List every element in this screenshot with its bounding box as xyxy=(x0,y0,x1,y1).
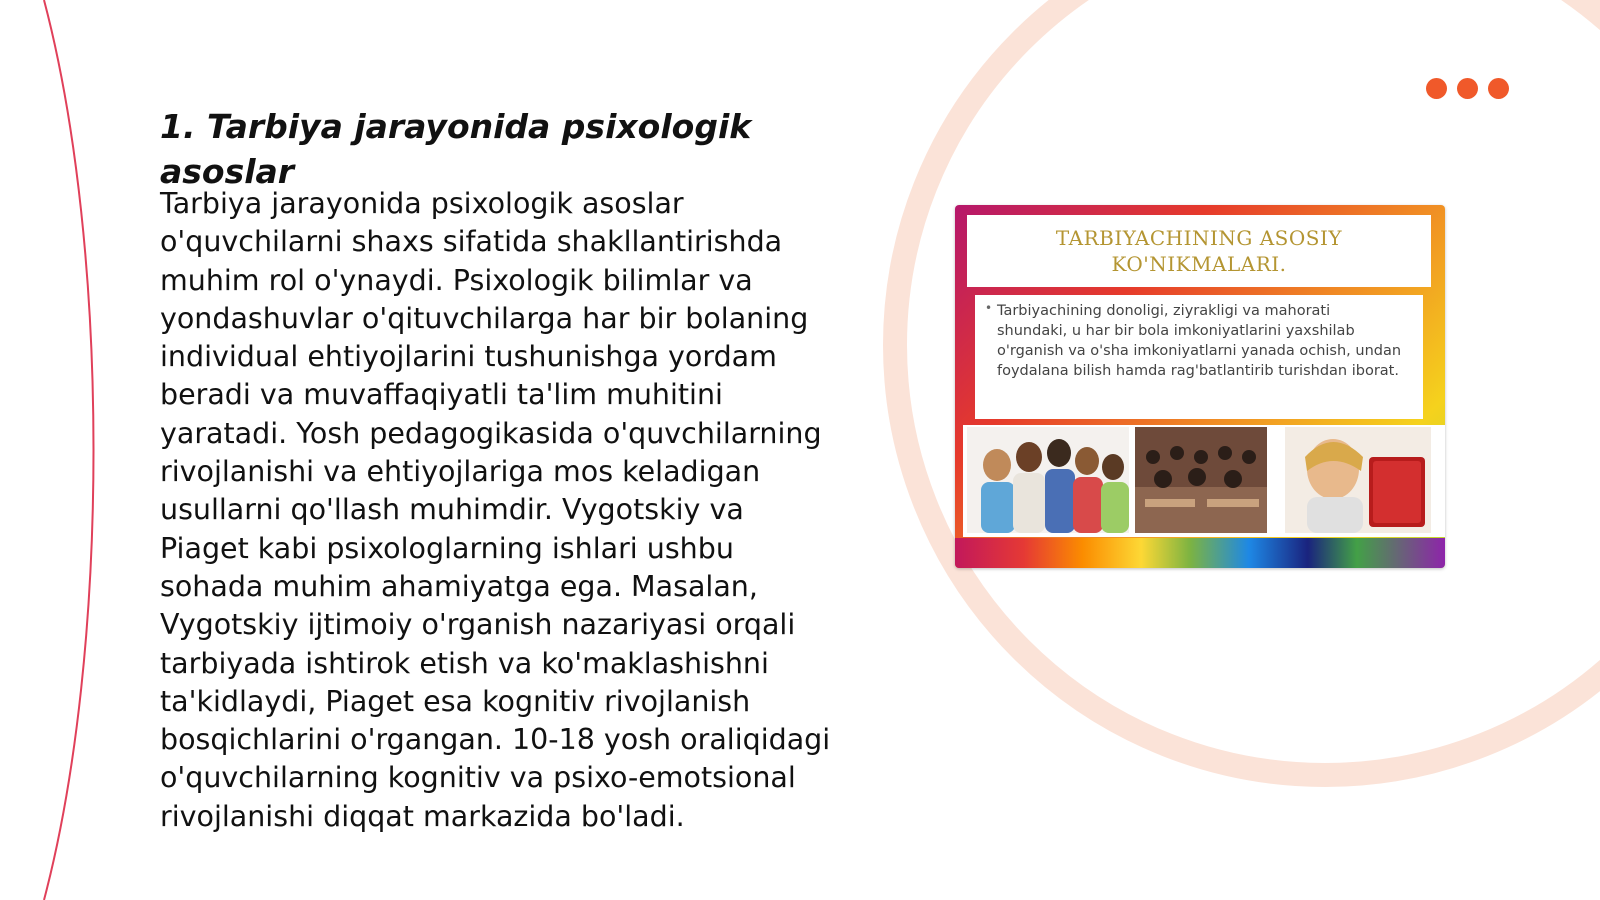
students-group-photo xyxy=(967,427,1129,533)
slide-text-box xyxy=(975,295,1423,419)
child-reading-photo xyxy=(1285,427,1431,533)
slide-title: TARBIYACHINING ASOSIY KO'NIKMALARI. xyxy=(1055,226,1343,276)
slide-text: Tarbiyachining donoligi, ziyrakligi va mahorati shundaki, u har bir bola imkoniyatlarini yaxshilab o'rganish va o'sha imkoniyatlarni yanada ochish, undan foydalana bilish hamda rag'batlantirib turishdan iborat. xyxy=(997,303,1402,379)
classroom-photo xyxy=(1135,427,1267,533)
left-curve-line xyxy=(44,0,94,900)
page-title: 1. Tarbiya jarayonida psixologik asoslar xyxy=(160,107,752,191)
dot xyxy=(1426,78,1447,99)
photo-strip xyxy=(963,425,1445,537)
more-dots-icon xyxy=(1426,78,1509,99)
slide-title-box xyxy=(967,215,1431,287)
dot xyxy=(1457,78,1478,99)
body-paragraph: Tarbiya jarayonida psixologik asoslar o'quvchilarni shaxs sifatida shakllantirishda muhim rol o'ynaydi. Psixologik bilimlar va yondashuvlar o'qituvchilarga har bir bolaning individual ehtiyojlarini tushunishga yordam beradi va muvaffaqiyatli ta'lim muhitini yaratadi. Yosh pedagogikasida o'quvchilarning rivojlanishi va ehtiyojlariga mos keladigan usullarni qo'llash muhimdir. Vygotskiy va Piaget kabi psixologlarning ishlari ushbu sohada muhim ahamiyatga ega. Masalan, Vygotskiy ijtimoiy o'rganish nazariyasi orqali tarbiyada ishtirok etish va ko'maklashishni ta'kidlaydi, Piaget esa kognitiv rivojlanish bosqichlarini o'rgangan. 10-18 yosh oraliqidagi o'quvchilarning kognitiv va psixo-emotsional rivojlanishi diqqat markazida bo'ladi. xyxy=(160,187,831,833)
dot xyxy=(1488,78,1509,99)
bullet-icon: • xyxy=(985,301,993,315)
embedded-slide-image xyxy=(955,205,1445,568)
rainbow-bar xyxy=(955,538,1445,568)
